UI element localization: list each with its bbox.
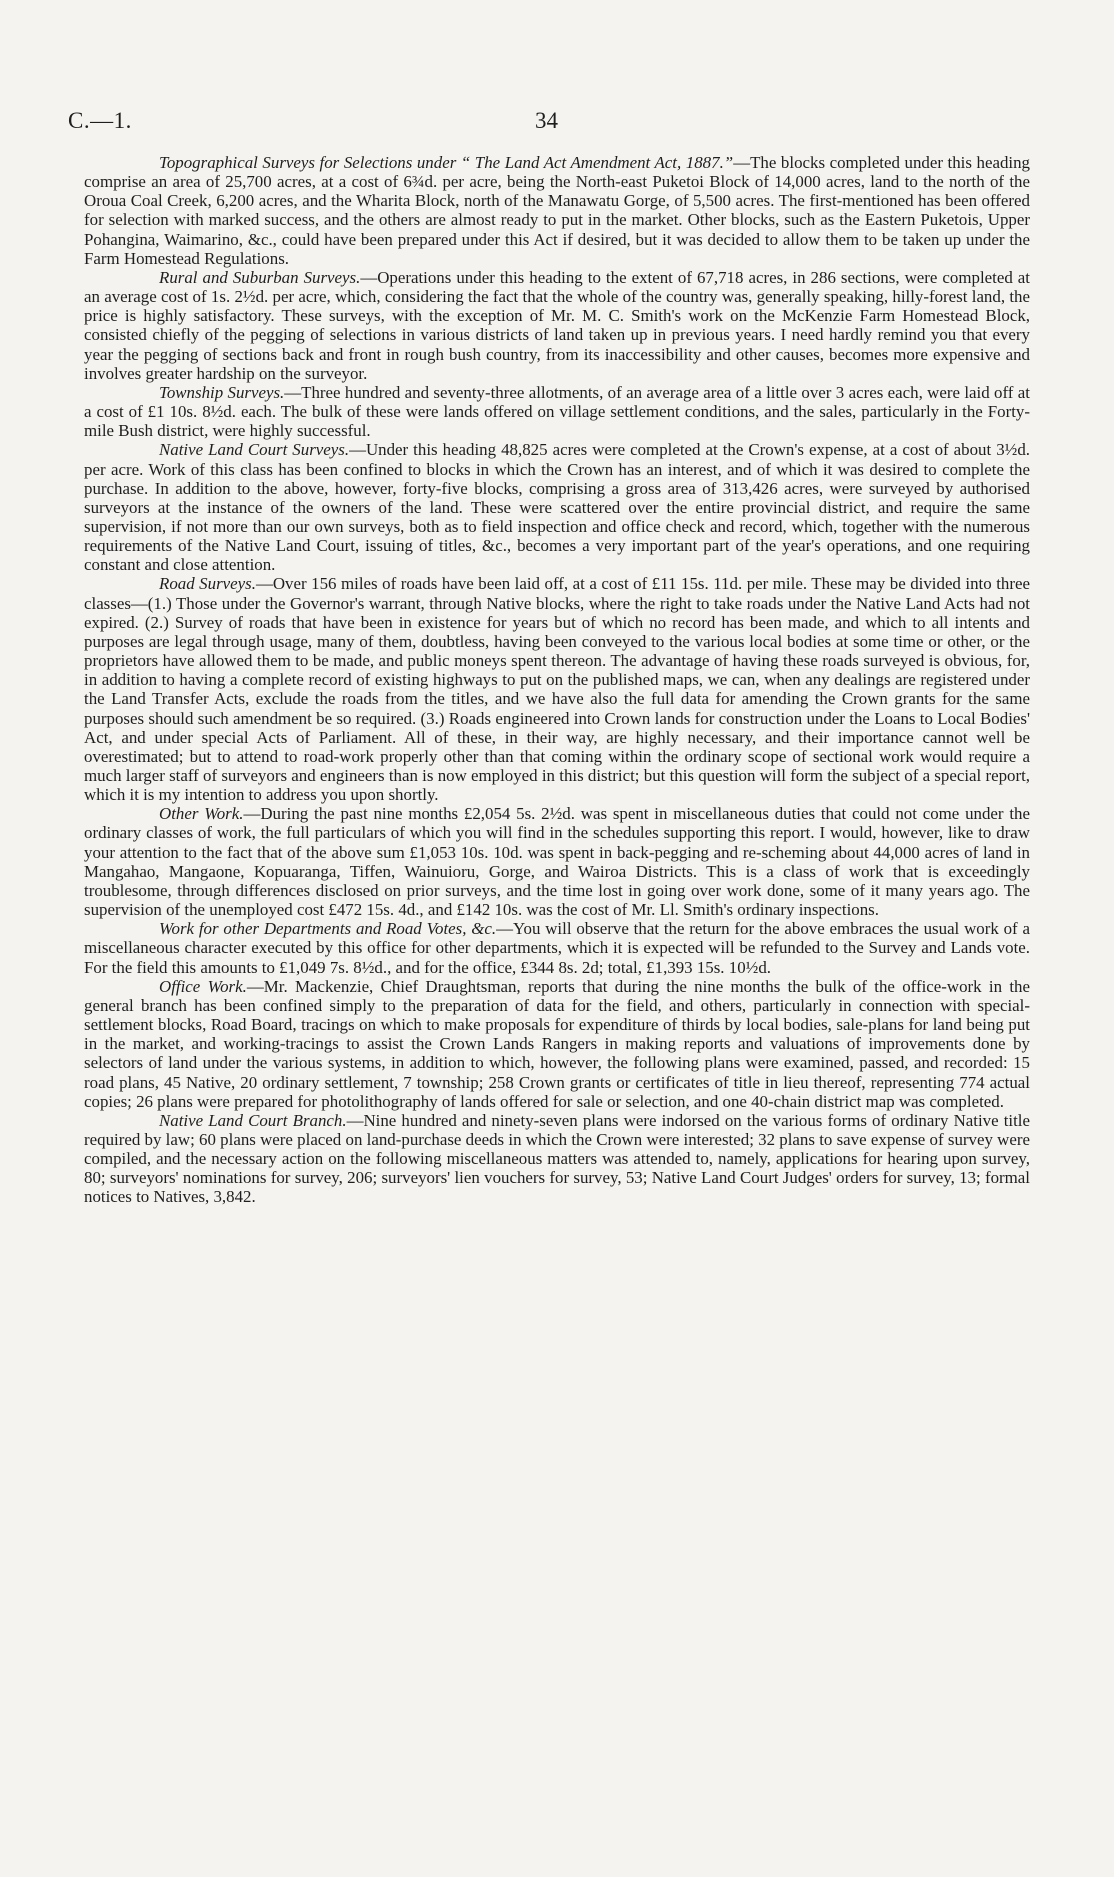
- paragraph-text: —Over 156 miles of roads have been laid off, at a cost of £11 15s. 11d. per mile. These may be divided into three classes—(1.) Those under the Governor's warrant, through Native blocks, where the right to take roads under the Native Land Acts had not expired. (2.) Survey of roads that have been in existence for years but of which no record has been made, and which to all intents and purposes are legal through usage, many of them, doubtless, having been conveyed to the various local bodies at some time or other, or the proprietors have allowed them to be made, and public moneys spent thereon. The advantage of having these roads surveyed is obvious, for, in addition to having a complete record of existing highways to put on the published maps, we can, when any dealings are registered under the Land Transfer Acts, exclude the roads from the titles, and we have also the full data for amending the Crown grants for the same purposes should such amendment be so required. (3.) Roads engineered into Crown lands for construction under the Loans to Local Bodies' Act, and under special Acts of Parliament. All of these, in their way, are highly necessary, and their importance cannot well be overestimated; but to attend to road-work properly other than that coming within the ordinary scope of sectional work would require a much larger staff of surveyors and engineers than is now employed in this district; but this question will form the subject of a special report, which it is my intention to address you upon shortly.: [84, 574, 1030, 805]
- paragraph-office-work: [84, 977, 1030, 1111]
- paragraph-native-land-court-surveys: [84, 440, 1030, 574]
- page-header: [68, 108, 1048, 140]
- paragraph-text: —During the past nine months £2,054 5s. 2½d. was spent in miscellaneous duties that could not come under the ordinary classes of work, the full particulars of which you will find in the schedules supporting this report. I would, however, like to draw your attention to the fact that of the above sum £1,053 10s. 10d. was spent in back-pegging and re-scheming about 44,000 acres of land in Mangahao, Mangaone, Kopuaranga, Tiffen, Wainuioru, Gorge, and Wairoa Districts. This is a class of work that is exceedingly troublesome, through differences disclosed on prior surveys, and the time lost in going over work done, some of it many years ago. The supervision of the unemployed cost £472 15s. 4d., and £142 10s. was the cost of Mr. Ll. Smith's ordinary inspections.: [84, 804, 1030, 920]
- paragraph-text: —You will observe that the return for the above embraces the usual work of a miscellaneous character executed by this office for other departments, which it is expected will be refunded to the Survey and Lands vote. For the field this amounts to £1,049 7s. 8½d., and for the office, £344 8s. 2d; total, £1,393 15s. 10½d.: [84, 919, 1030, 977]
- paragraph-heading: Township Surveys.: [159, 382, 285, 402]
- paragraph-topographical-surveys: [84, 153, 1030, 268]
- report-body: [84, 153, 1030, 1207]
- paragraph-text: —Nine hundred and ninety-seven plans were indorsed on the various forms of ordinary Native title required by law; 60 plans were placed on land-purchase deeds in which the Crown were interested; 32 plans to save expense of survey were compiled, and the necessary action on the following miscellaneous matters was attended to, namely, applications for hearing upon survey, 80; surveyors' nominations for survey, 206; surveyors' lien vouchers for survey, 53; Native Land Court Judges' orders for survey, 13; formal notices to Natives, 3,842.: [84, 1110, 1030, 1207]
- paragraph-heading: Road Surveys.: [159, 574, 256, 594]
- paragraph-heading: Other Work.: [159, 804, 244, 824]
- paragraph-native-land-court-branch: [84, 1111, 1030, 1207]
- paragraph-heading: Topographical Surveys for Selections under “ The Land Act Amendment Act, 1887.”: [159, 153, 734, 172]
- paragraph-heading: Office Work.: [159, 976, 247, 996]
- sessional-paper-ref: C.—1.: [68, 108, 132, 133]
- page-number: 34: [535, 108, 558, 133]
- paragraph-heading: Native Land Court Branch.: [159, 1110, 347, 1130]
- paragraph-heading: Native Land Court Surveys.: [159, 440, 350, 460]
- paragraph-heading: Rural and Suburban Surveys.: [159, 267, 361, 287]
- paragraph-text: —Operations under this heading to the extent of 67,718 acres, in 286 sections, were completed at an average cost of 1s. 2½d. per acre, which, considering the fact that the whole of the country was, generally speaking, hilly-forest land, the price is highly satisfactory. These surveys, with the exception of Mr. M. C. Smith's work on the McKenzie Farm Homestead Block, consisted chiefly of the pegging of selections in various districts of land taken up in previous years. I need hardly remind you that every year the pegging of sections back and front in rough bush country, from its inaccessibility and other causes, becomes more expensive and involves greater hardship on the surveyor.: [84, 267, 1030, 383]
- paragraph-work-for-other-departments: [84, 919, 1030, 976]
- paragraph-rural-suburban-surveys: [84, 268, 1030, 383]
- paragraph-text: —Three hundred and seventy-three allotments, of an average area of a little over 3 acres each, were laid off at a cost of £1 10s. 8½d. each. The bulk of these were lands offered on village settlement conditions, and the sales, particularly in the Forty-mile Bush district, were highly successful.: [84, 382, 1030, 441]
- paragraph-heading: Work for other Departments and Road Votes, &c.: [159, 919, 497, 939]
- paragraph-text: —Under this heading 48,825 acres were completed at the Crown's expense, at a cost of about 3½d. per acre. Work of this class has been confined to blocks in which the Crown has an interest, and of which it was desired to complete the purchase. In addition to the above, however, forty-five blocks, comprising a gross area of 313,426 acres, were surveyed by authorised surveyors at the instance of the owners of the land. These were scattered over the entire provincial district, and require the same supervision, if not more than our own surveys, both as to field inspection and office check and record, which, together with the numerous requirements of the Native Land Court, issuing of titles, &c., becomes a very important part of the year's operations, and one requiring constant and close attention.: [84, 440, 1030, 575]
- paragraph-township-surveys: [84, 383, 1030, 440]
- paragraph-text: —The blocks completed under this heading comprise an area of 25,700 acres, at a cost of 6¾d. per acre, being the North-east Puketoi Block of 14,000 acres, land to the north of the Oroua Coal Creek, 6,200 acres, and the Wharita Block, north of the Manawatu Gorge, of 5,500 acres. The first-mentioned has been offered for selection with marked success, and the others are almost ready to put in the market. Other blocks, such as the Eastern Puketois, Upper Pohangina, Waimarino, &c., could have been prepared under this Act if desired, but it was decided to allow them to be taken up under the Farm Homestead Regulations.: [84, 153, 1030, 268]
- paragraph-text: —Mr. Mackenzie, Chief Draughtsman, reports that during the nine months the bulk of the office-work in the general branch has been confined simply to the preparation of data for the field, and others, particularly in connection with special-settlement blocks, Road Board, tracings on which to make proposals for expenditure of thirds by local bodies, sale-plans for land being put in the market, and working-tracings to assist the Crown Lands Rangers in making reports and valuations of improvements done by selectors of land under the various systems, in addition to which, however, the following plans were examined, passed, and recorded: 15 road plans, 45 Native, 20 ordinary settlement, 7 township; 258 Crown grants or certificates of title in lieu thereof, representing 774 actual copies; 26 plans were prepared for photolithography of lands offered for sale or selection, and one 40-chain district map was completed.: [84, 976, 1030, 1111]
- paragraph-other-work: [84, 804, 1030, 919]
- paragraph-road-surveys: [84, 574, 1030, 804]
